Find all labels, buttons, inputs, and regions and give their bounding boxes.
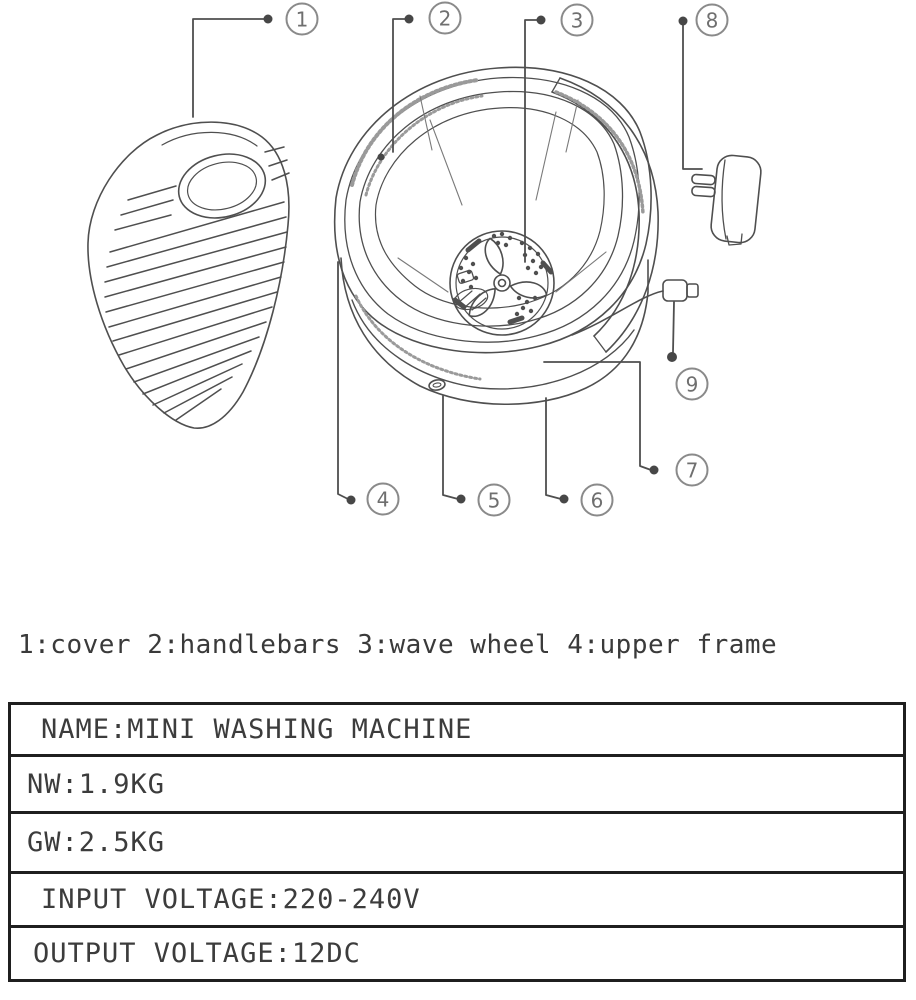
spec-gw-value: GW:2.5KG (27, 827, 166, 858)
spec-row-output-voltage (11, 928, 903, 979)
callout-5-number: 5 (487, 488, 501, 513)
callout-2-number: 2 (438, 6, 452, 31)
callout-1 (287, 4, 318, 35)
spec-row-input-voltage (11, 874, 903, 928)
callout-9-number: 9 (685, 372, 699, 397)
leader-dots (264, 15, 688, 505)
callout-6-number: 6 (590, 488, 604, 513)
spec-row-name (11, 705, 903, 757)
wave-wheel-drawing (450, 231, 554, 335)
spec-nw-value: NW:1.9KG (27, 768, 166, 800)
callout-3-number: 3 (570, 8, 584, 33)
callout-6 (582, 485, 613, 516)
spec-output-voltage-value: OUTPUT VOLTAGE:12DC (33, 938, 361, 969)
callout-4-number: 4 (376, 487, 390, 512)
leader-lines (193, 19, 702, 499)
callout-5 (479, 485, 510, 516)
callout-8-number: 8 (705, 8, 719, 33)
callout-9 (677, 369, 708, 400)
spec-name-value: NAME:MINI WASHING MACHINE (41, 714, 473, 745)
spec-input-voltage-value: INPUT VOLTAGE:220-240V (41, 884, 421, 915)
callout-1-number: 1 (295, 7, 309, 32)
callouts (287, 3, 728, 516)
callout-7 (677, 455, 708, 486)
handlebars-drawing (552, 78, 658, 352)
power-plug-drawing (572, 280, 698, 335)
cover-drawing (88, 122, 289, 428)
push-button-drawing (428, 379, 445, 392)
callout-2 (430, 3, 461, 34)
legend-line-1: 1:cover 2:handlebars 3:wave wheel 4:upper frame (18, 630, 778, 660)
callout-8 (697, 5, 728, 36)
spec-table (8, 702, 906, 982)
tub-drawing (335, 67, 659, 404)
callout-4 (368, 484, 399, 515)
spec-row-gross-weight (11, 814, 903, 874)
spec-row-net-weight (11, 757, 903, 814)
callout-3 (562, 5, 593, 36)
callout-7-number: 7 (685, 458, 699, 483)
cover-handle-hole (172, 145, 272, 226)
power-adapter-drawing (692, 154, 763, 245)
